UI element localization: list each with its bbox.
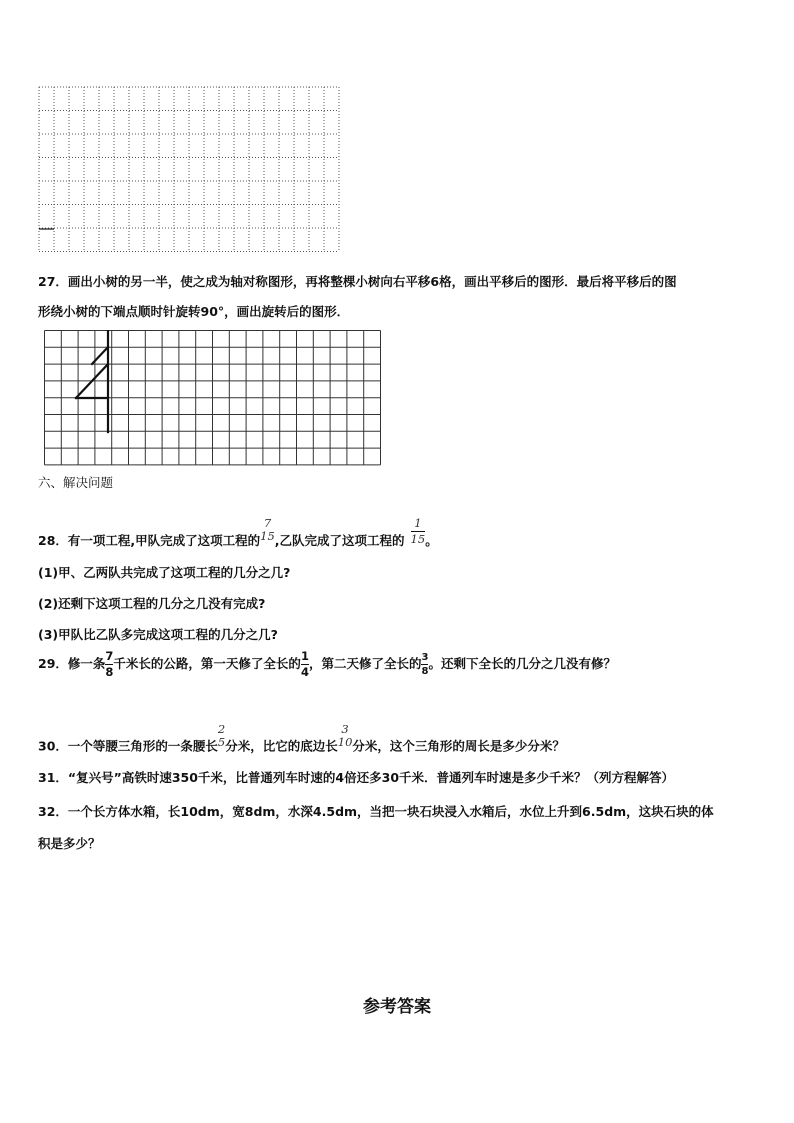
q28-sub-2: (2)还剩下这项工程的几分之几没有完成? xyxy=(38,596,266,611)
tree-grid xyxy=(44,330,384,466)
q30-fraction-1: 2 5 xyxy=(217,722,226,749)
q28-suffix: 。 xyxy=(425,533,438,548)
q30-suffix: 分米，这个三角形的周长是多少分米？ xyxy=(352,738,565,754)
q29-stem xyxy=(38,650,616,679)
q30-part2: 分米，比它的底边长 xyxy=(225,738,338,754)
q31-text: 31．“复兴号”高铁时速350千米，比普通列车时速的4倍还多30千米．普通列车时速是多少千米？（列方程解答） xyxy=(38,770,675,785)
q28-stem xyxy=(38,515,438,556)
q30-prefix: 30．一个等腰三角形的一条腰长 xyxy=(38,738,218,754)
q29-part3: ，第二天修了全长的 xyxy=(308,656,422,671)
answers-title: 参考答案 xyxy=(363,997,431,1017)
q30-stem xyxy=(38,722,565,760)
q28-sub-3: (3)甲队比乙队多完成这项工程的几分之几? xyxy=(38,627,278,642)
q29-suffix: 。还剩下全长的几分之几没有修？ xyxy=(428,656,616,671)
q32-text-line1: 32．一个长方体水箱，长10dm，宽8dm，水深4.5dm，当把一块石块浸入水箱后，水位上升到6.5dm，这块石块的体 xyxy=(38,804,714,819)
q28-sub-1: (1)甲、乙两队共完成了这项工程的几分之几? xyxy=(38,565,291,580)
q32-text-line2: 积是多少？ xyxy=(38,836,101,851)
q27-text-line1: 27．画出小树的另一半，使之成为轴对称图形，再将整棵小树向右平移6格，画出平移后的图形．最后将平移后的图 xyxy=(38,274,677,289)
q28-fraction-2: $\frac{1}{15}$ xyxy=(410,516,426,546)
section-title-solve-problems: 六、解决问题 xyxy=(38,475,114,490)
q30-fraction-2: 3 10 xyxy=(337,722,353,749)
q28-middle: ,乙队完成了这项工程的 xyxy=(274,533,405,548)
dotted-grid xyxy=(38,86,340,254)
q29-prefix: 29．修一条 xyxy=(38,656,106,671)
q29-fraction-3: $\frac{3}{8}$ xyxy=(421,652,429,677)
q29-fraction-2: $\frac{1}{4}$ xyxy=(300,649,309,679)
q29-fraction-1: $\frac{7}{8}$ xyxy=(105,649,114,679)
q28-fraction-1: 7 15 xyxy=(260,515,275,543)
q29-part2: 千米长的公路，第一天修了全长的 xyxy=(113,656,301,671)
q28-prefix: 28．有一项工程,甲队完成了这项工程的 xyxy=(38,533,261,548)
q27-text-line2: 形绕小树的下端点顺时针旋转90°，画出旋转后的图形． xyxy=(38,304,350,319)
